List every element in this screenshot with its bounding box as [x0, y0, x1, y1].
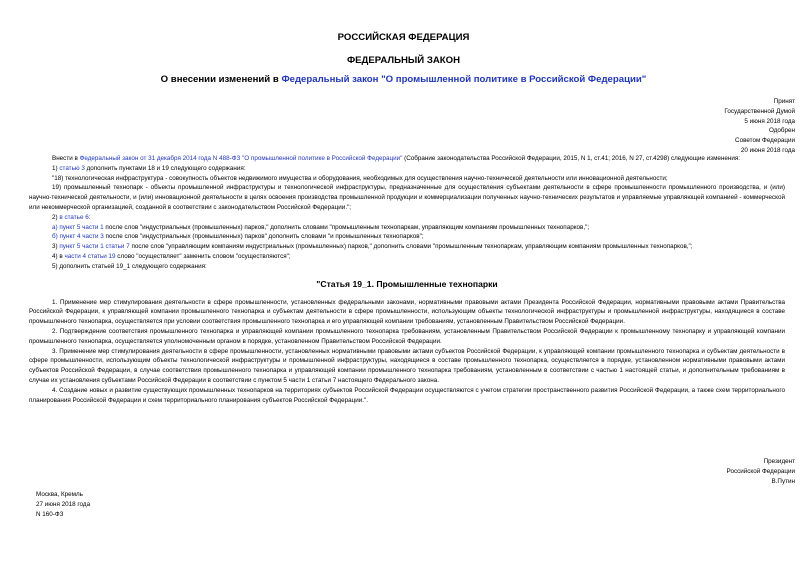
- point-18: "18) технологическая инфраструктура - совокупность объектов недвижимого имущества и оборудования, необходимых для осуществления научно-технической деятельности или инновационной деятельности;: [52, 174, 668, 182]
- approved-block: [735, 126, 795, 155]
- article-paragraph-2: 2. Подтверждение соответствия промышленного технопарка и управляющей компании промышленного технопарка требованиям, установленным Правительством Российской Федерации к промышленному технопарку и управляющей компании промышленного технопарка, осуществляется уполномоченным органом в порядке, установленном Правительством Российской Федерации.: [29, 327, 785, 345]
- signature-title: Президент: [763, 458, 795, 465]
- point-19: 19) промышленный технопарк - объекты промышленной инфраструктуры и технологической инфраструктуры, предназначенные для осуществления субъектами деятельности в сфере промышленности промышленного производства, и (или) научно-технической деятельности, и (или) инновационной деятельности в целях освоения производства промышленной продукции и коммерциализации полученных научно-технических результатов и управляемые управляющей компанией - коммерческой или некоммерческой организацией, созданной в соответствии с законодательством Российской Федерации.";: [29, 184, 785, 211]
- approved-label: Одобрен: [768, 127, 795, 134]
- signature-country: Российской Федерации: [726, 467, 795, 475]
- article-title: "Статья 19_1. Промышленные технопарки: [316, 278, 498, 289]
- item-4-text: слово "осуществляет" заменить словом "осуществляются";: [115, 252, 291, 260]
- item-1-link[interactable]: статью 3: [59, 164, 85, 172]
- law-title-prefix: О внесении изменений в: [160, 74, 282, 85]
- item-2-link[interactable]: в статье 6: [59, 213, 89, 221]
- article-paragraph-3: 3. Применение мер стимулирования деятельности в сфере промышленности, установленных нормативными правовыми актами субъектов Российской Федерации, к управляющей компании промышленного технопарка и субъектам деятельности в сфере промышленности, использующим объекты технологической инфраструктуры и промышленной инфраструктуры, находящиеся в составе промышленного технопарка, осуществляется в порядке, установленном нормативными правовыми актами субъектов Российской Федерации, в случае соответствия промышленного технопарка и управляющей компании промышленного технопарка требованиям, установленным в соответствии с частью 1 настоящей статьи, и дополнительным требованиям в случае их установления субъектами Российской Федерации в соответствии с пунктом 5 части 1 статьи 7 настоящего Федерального закона.: [29, 347, 785, 384]
- item-5: 5) дополнить статьей 19_1 следующего содержания:: [52, 262, 207, 270]
- item-1-text: дополнить пунктами 18 и 19 следующего содержания:: [84, 164, 246, 172]
- item-2b-text: после слов "индустриальных (промышленных) парков" дополнить словами "и промышленных технопарков";: [103, 233, 424, 241]
- signature-name: В.Путин: [771, 477, 795, 485]
- item-4: [29, 252, 785, 262]
- federation-heading: РОССИЙСКАЯ ФЕДЕРАЦИЯ: [337, 32, 470, 43]
- intro-suffix: (Собрание законодательства Российской Федерации, 2015, N 1, ст.41; 2016, N 27, ст.4298) следующие изменения:: [402, 155, 741, 162]
- item-3: [29, 242, 785, 252]
- accepted-body: Государственной Думой: [724, 107, 795, 115]
- article-paragraph-4: 4. Создание новых и развитие существующих промышленных технопарков на территориях субъектов Российской Федерации осуществляются с учетом стратегии пространственного развития Российской Федерации, а также схем территориального планирования Российской Федерации и схем территориального планирования субъектов Российской Федерации.".: [29, 386, 785, 404]
- intro-prefix: Внести в: [52, 155, 80, 162]
- accepted-block: [724, 97, 795, 126]
- item-3-num: 3): [52, 243, 60, 251]
- item-4-link[interactable]: части 4 статьи 19: [64, 252, 116, 260]
- item-2-num: 2): [52, 213, 60, 221]
- accepted-date: 5 июня 2018 года: [744, 117, 795, 125]
- place-date-block: [36, 490, 90, 519]
- intro-law-link[interactable]: Федеральный закон от 31 декабря 2014 года N 488-ФЗ "О промышленной политике в Российской Федерации": [79, 155, 403, 162]
- approved-body: Советом Федерации: [735, 136, 795, 144]
- item-2-text: :: [88, 213, 91, 221]
- item-2a: [29, 223, 785, 233]
- sign-date: 27 июня 2018 года: [36, 500, 91, 508]
- law-number: N 160-ФЗ: [36, 510, 64, 518]
- law-title: [0, 75, 807, 85]
- article-paragraph-1: 1. Применение мер стимулирования деятельности в сфере промышленности, установленных федеральными законами, нормативными правовыми актами Президента Российской Федерации, нормативными правовыми актами Правительства Российской Федерации, к управляющей компании промышленного технопарка и субъектам деятельности в сфере промышленности, использующим объекты технологической инфраструктуры и промышленной инфраструктуры, находящиеся в составе промышленного технопарка, осуществляется при условии соответствия промышленного технопарка и его управляющей компании требованиям, установленным Правительством Российской Федерации.: [29, 298, 785, 326]
- law-type-heading: ФЕДЕРАЛЬНЫЙ ЗАКОН: [346, 55, 461, 66]
- accepted-label: Принят: [773, 98, 795, 105]
- law-title-link[interactable]: Федеральный закон "О промышленной политике в Российской Федерации": [281, 74, 647, 85]
- item-2a-link[interactable]: а) пункт 5 части 1: [52, 223, 104, 231]
- item-4-num: 4) в: [52, 252, 65, 260]
- item-2: [29, 213, 785, 223]
- item-2b: [29, 232, 785, 242]
- item-2b-link[interactable]: б) пункт 4 части 3: [52, 233, 104, 241]
- item-1: [29, 164, 785, 174]
- item-3-text: после слов "управляющим компаниям индустриальных (промышленных) парков," дополнить словами "промышленным технопаркам, управляющим компаниям промышленных технопарков,";: [129, 243, 693, 251]
- amendments-section: [29, 154, 785, 405]
- place: Москва, Кремль: [36, 491, 83, 498]
- article-body: [29, 298, 785, 406]
- item-3-link[interactable]: пункт 5 части 1 статьи 7: [59, 243, 130, 251]
- intro-paragraph: [29, 154, 785, 164]
- signature-block: [727, 457, 795, 486]
- item-2a-text: после слов "индустриальных (промышленных) парков," дополнить словами "промышленным технопаркам, управляющим компаниям промышленных технопарков,";: [103, 223, 590, 231]
- item-1-num: 1): [52, 164, 60, 172]
- approved-date: 20 июня 2018 года: [740, 146, 795, 154]
